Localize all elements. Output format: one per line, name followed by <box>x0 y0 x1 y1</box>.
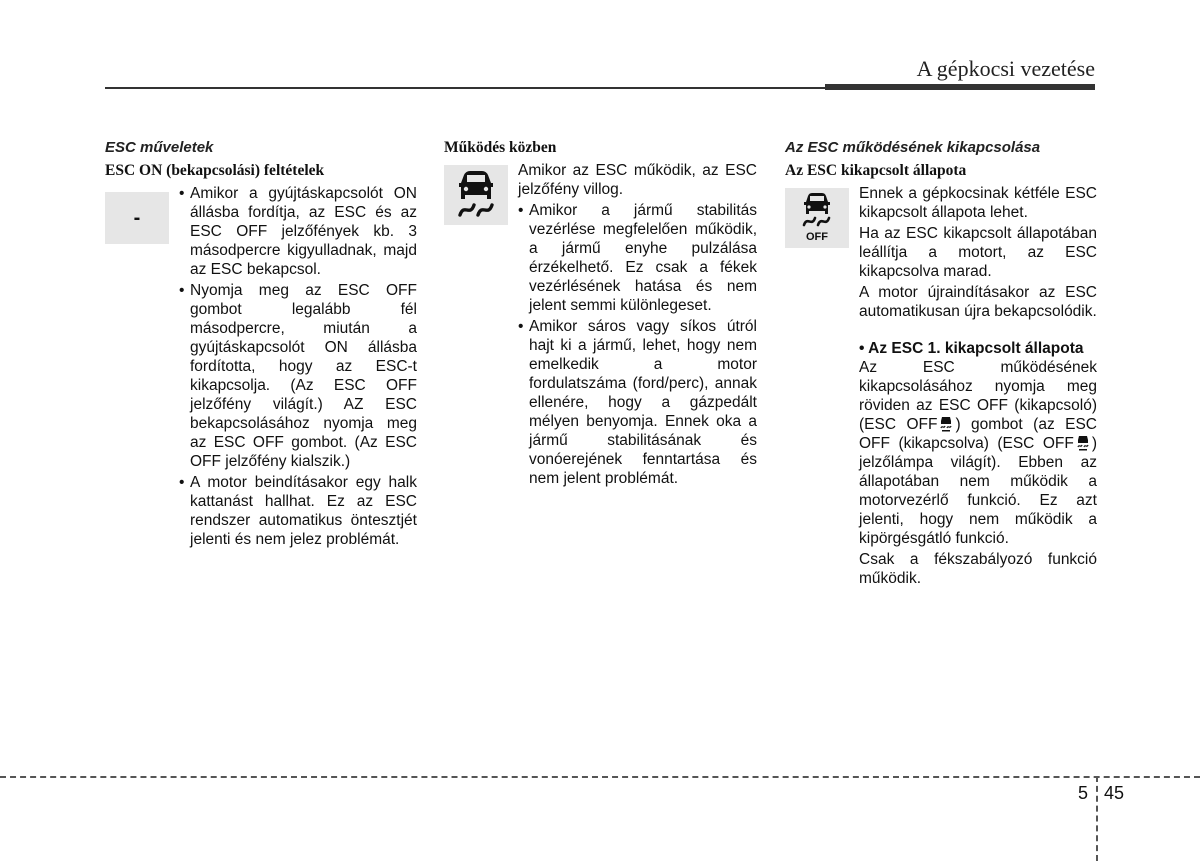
list-item: • Amikor sáros vagy síkos útról hajt ki a jármű, lehet, hogy nem emelkedik a motor fordulatszáma (ford/perc), annak ellenére, hogy a gázpedált mélyen benyomja. Ennek oka a jármű stabilitásának és vonóerejének fenntartása és nem jelent problémát. <box>518 317 757 488</box>
state1-text-a: Az ESC működésének kikapcsolásához nyomja meg röviden az ESC OFF (kikapcsoló) (ESC OFF <box>859 359 1097 433</box>
state1-heading: • Az ESC 1. kikapcsolt állapota <box>859 340 1084 357</box>
paragraph: Csak a fékszabályozó funkció működik. <box>859 551 1097 587</box>
footer-divider <box>0 776 1200 778</box>
paragraph: A motor újraindításakor az ESC automatikusan újra bekapcsolódik. <box>859 284 1097 320</box>
footer-vertical-divider <box>1096 776 1098 861</box>
state1-text-b: ) gombot (az ESC OFF (kikapcsolva) (ESC OFF <box>859 416 1097 452</box>
esc-indicator-icon-box <box>444 165 508 225</box>
esc-off-inline-icon <box>939 415 953 432</box>
esc-off-inline-icon <box>1076 434 1090 451</box>
esc-off-indicator-icon <box>799 192 835 244</box>
section-heading: ESC műveletek <box>105 139 214 156</box>
placeholder-icon-box <box>105 192 169 244</box>
list-item: • A motor beindításakor egy halk kattanást hallhat. Ez az ESC rendszer automatikus öntesztjét jelenti és nem jelez problémát. <box>179 473 417 549</box>
bullet-list <box>179 184 417 549</box>
subsection-heading: Az ESC kikapcsolt állapota <box>785 162 967 179</box>
paragraph: Ennek a gépkocsinak kétféle ESC kikapcsolt állapota lehet. <box>859 185 1097 221</box>
dash-icon: - <box>133 206 141 229</box>
off-label: OFF <box>806 231 828 243</box>
column-during-operation <box>444 138 757 490</box>
esc-off-indicator-icon-box <box>785 188 849 248</box>
header-rule-accent <box>825 84 1095 90</box>
column-esc-off <box>785 138 1097 590</box>
column-esc-operations <box>105 138 417 551</box>
section-heading: Működés közben <box>444 139 557 156</box>
subsection-heading: ESC ON (bekapcsolási) feltételek <box>105 162 325 179</box>
list-item: • Amikor a gyújtáskapcsolót ON állásba fordítja, az ESC és az ESC OFF jelzőfények kb. 3 másodpercre kigyulladnak, majd az ESC bekapcsol. <box>179 184 417 279</box>
list-item: • Nyomja meg az ESC OFF gombot legalább fél másodpercre, miután a gyújtáskapcsolót ON állásba fordította, hogy az ESC-t kikapcsolja. (Az ESC OFF jelzőfény világít.) AZ ESC bekapcsolásához nyomja meg az ESC OFF gombot. (Az ESC OFF jelzőfény kialszik.) <box>179 281 417 471</box>
intro-paragraph: Amikor az ESC működik, az ESC jelzőfény villog. <box>518 162 757 198</box>
page-number: 45 <box>1104 783 1125 803</box>
chapter-number: 5 <box>1078 783 1089 803</box>
esc-indicator-icon <box>454 169 498 221</box>
page-header-title: A gépkocsi vezetése <box>916 56 1095 81</box>
section-heading: Az ESC működésének kikapcsolása <box>785 139 1041 156</box>
state1-text-c: ) jelzőlámpa világít). Ebben az állapotában nem működik a motorvezérlő funkció. Ez azt jelenti, hogy nem működik a kipörgésgátló funkció. <box>859 435 1097 547</box>
state1-paragraph <box>859 358 1097 548</box>
bullet-list <box>518 201 757 488</box>
paragraph: Ha az ESC kikapcsolt állapotában leállítja a motort, az ESC kikapcsolva marad. <box>859 225 1097 280</box>
list-item: • Amikor a jármű stabilitás vezérlése megfelelően működik, a jármű enyhe pulzálása érzékelhető. Ez csak a fékek vezérlésének hatása és nem jelent semmi különlegeset. <box>518 201 757 315</box>
